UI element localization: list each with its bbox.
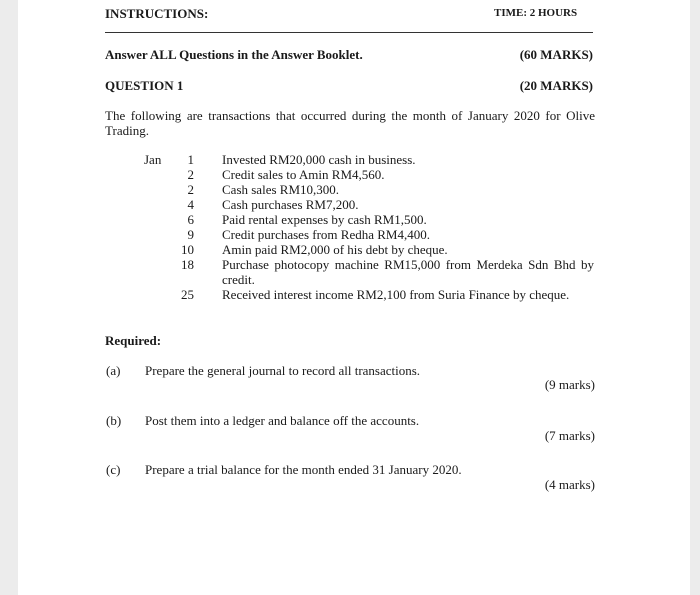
- transaction-day: 10: [181, 242, 194, 257]
- instructions-label: INSTRUCTIONS:: [105, 6, 209, 21]
- required-heading: Required:: [105, 333, 162, 348]
- part-text: Prepare a trial balance for the month ended 31 January 2020.: [145, 462, 462, 477]
- part-label: (c): [106, 462, 121, 477]
- transaction-text: Credit purchases from Redha RM4,400.: [222, 227, 430, 242]
- transaction-text: Paid rental expenses by cash RM1,500.: [222, 212, 427, 227]
- transaction-text: Purchase photocopy machine RM15,000 from Merdeka Sdn Bhd by credit.: [222, 257, 594, 287]
- answer-all-instruction: Answer ALL Questions in the Answer Booklet.: [105, 47, 363, 62]
- time-label: TIME: 2 HOURS: [494, 7, 578, 19]
- question-title: QUESTION 1: [105, 78, 184, 93]
- transaction-text: Amin paid RM2,000 of his debt by cheque.: [222, 242, 448, 257]
- transaction-day: 18: [181, 257, 194, 272]
- transaction-day: 6: [187, 212, 194, 227]
- question-marks: (20 MARKS): [519, 78, 593, 93]
- header-divider: [105, 32, 593, 33]
- transaction-month: Jan: [144, 152, 162, 167]
- part-label: (b): [106, 413, 122, 428]
- transaction-text: Cash purchases RM7,200.: [222, 197, 359, 212]
- transaction-day: 2: [187, 167, 194, 182]
- transaction-text: Invested RM20,000 cash in business.: [222, 152, 416, 167]
- question-intro: The following are transactions that occurred during the month of January 2020 for Olive Trading.: [105, 108, 595, 138]
- transaction-day: 1: [187, 152, 194, 167]
- transaction-day: 2: [187, 182, 194, 197]
- transaction-day: 9: [187, 227, 194, 242]
- part-text: Post them into a ledger and balance off the accounts.: [145, 413, 420, 428]
- part-text: Prepare the general journal to record all transactions.: [145, 363, 421, 378]
- transaction-day: 25: [181, 287, 194, 302]
- part-label: (a): [106, 363, 121, 378]
- part-marks: (7 marks): [544, 428, 595, 443]
- transaction-text: Cash sales RM10,300.: [222, 182, 339, 197]
- part-marks: (9 marks): [544, 377, 595, 392]
- transaction-text: Received interest income RM2,100 from Suria Finance by cheque.: [222, 287, 570, 302]
- part-marks: (4 marks): [544, 477, 595, 492]
- transaction-day: 4: [187, 197, 194, 212]
- transaction-text: Credit sales to Amin RM4,560.: [222, 167, 385, 182]
- total-marks: (60 MARKS): [519, 47, 593, 62]
